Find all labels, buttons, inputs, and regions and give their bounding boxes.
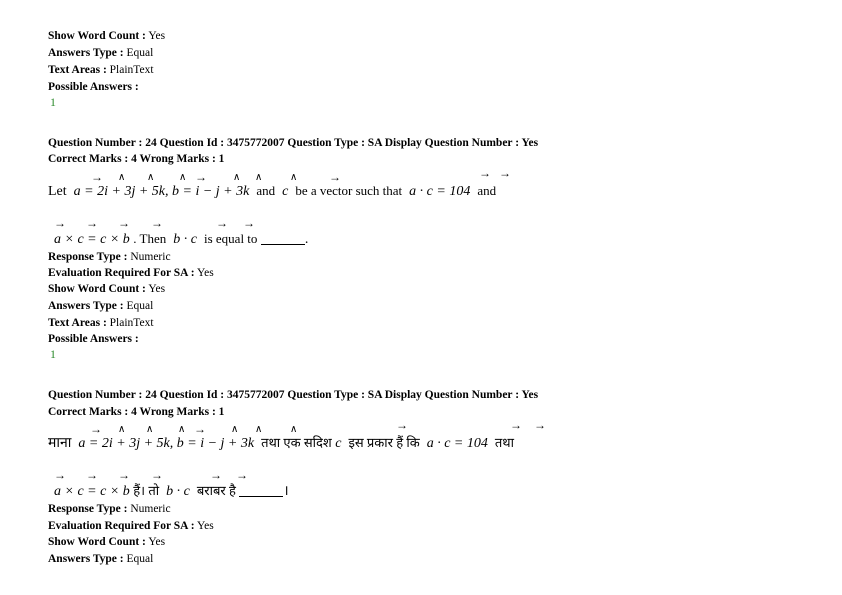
evaluation-required: Evaluation Required For SA : Yes <box>48 520 214 532</box>
question-header: Question Number : 24 Question Id : 3475772007 Question Type : SA Display Question Number : Yes <box>48 137 539 149</box>
answers-type: Answers Type : Equal <box>48 553 154 565</box>
question-line-1: Let a = 2i + 3j + 5k, b = i − j + 3k and c be a vector such that a · c = 104 and <box>48 183 497 199</box>
possible-answers-label: Possible Answers : <box>48 333 139 345</box>
show-word-count: Show Word Count : Yes <box>48 30 166 42</box>
possible-answer-value: 1 <box>50 347 56 361</box>
answer-blank <box>239 484 283 497</box>
question-line-2: a × c = c × b . Then b · c is equal to . <box>54 231 309 247</box>
response-type: Response Type : Numeric <box>48 503 171 515</box>
text-areas: Text Areas : PlainText <box>48 64 154 76</box>
question-marks: Correct Marks : 4 Wrong Marks : 1 <box>48 153 225 165</box>
show-word-count: Show Word Count : Yes <box>48 283 166 295</box>
question-line-2-hi: a × c = c × b हैं। तो b · c बराबर है । <box>54 483 289 499</box>
question-header: Question Number : 24 Question Id : 3475772007 Question Type : SA Display Question Number : Yes <box>48 389 539 401</box>
answers-type: Answers Type : Equal <box>48 300 154 312</box>
possible-answers-label: Possible Answers : <box>48 81 139 93</box>
answer-blank <box>261 232 305 245</box>
document-page: Show Word Count : Yes Answers Type : Equal Text Areas : PlainText Possible Answers : 1 Question Number : 24 Question Id : 3475772007 Question Type : SA Display Question Number : Yes Correct Marks : 4 Wrong Marks : 1 → ∧ ∧ ∧ → ∧ ∧ ∧ → → → Let a = 2i + 3j + 5k, b = i − j + 3k and c be a vector such that a · c = 104 and → → → → → → a × c = c × b . Then b · c is equal to . Response Type : Numeric Evaluation Required For SA : Yes Show Word Count : Yes Answers Type : Equal Text Areas : PlainText Possible Answers : 1 Question Number : 24 Question Id : 3475772007 Question Type : SA Display Question Number : Yes Correct Marks : 4 Wrong Marks : 1 → ∧ ∧ ∧ → ∧ ∧ ∧ → → → माना a = 2i + 3j + 5k, b = i − j + 3k तथा एक सदिश c इस प्रकार हैं कि a · c = 104 तथा → → → → → → a × c = c × b हैं। तो b · c बराबर है । Response Type : Numeric Evaluation Required For SA : Yes Show Word Count : Yes Answers Type : Equal <box>48 30 546 565</box>
question-line-1-hi: माना a = 2i + 3j + 5k, b = i − j + 3k तथा एक सदिश c इस प्रकार हैं कि a · c = 104 तथा <box>48 435 514 451</box>
evaluation-required: Evaluation Required For SA : Yes <box>48 267 214 279</box>
response-type: Response Type : Numeric <box>48 251 171 263</box>
text-areas: Text Areas : PlainText <box>48 317 154 329</box>
possible-answer-value: 1 <box>50 95 56 109</box>
answers-type: Answers Type : Equal <box>48 47 154 59</box>
show-word-count: Show Word Count : Yes <box>48 536 166 548</box>
question-marks: Correct Marks : 4 Wrong Marks : 1 <box>48 406 225 418</box>
